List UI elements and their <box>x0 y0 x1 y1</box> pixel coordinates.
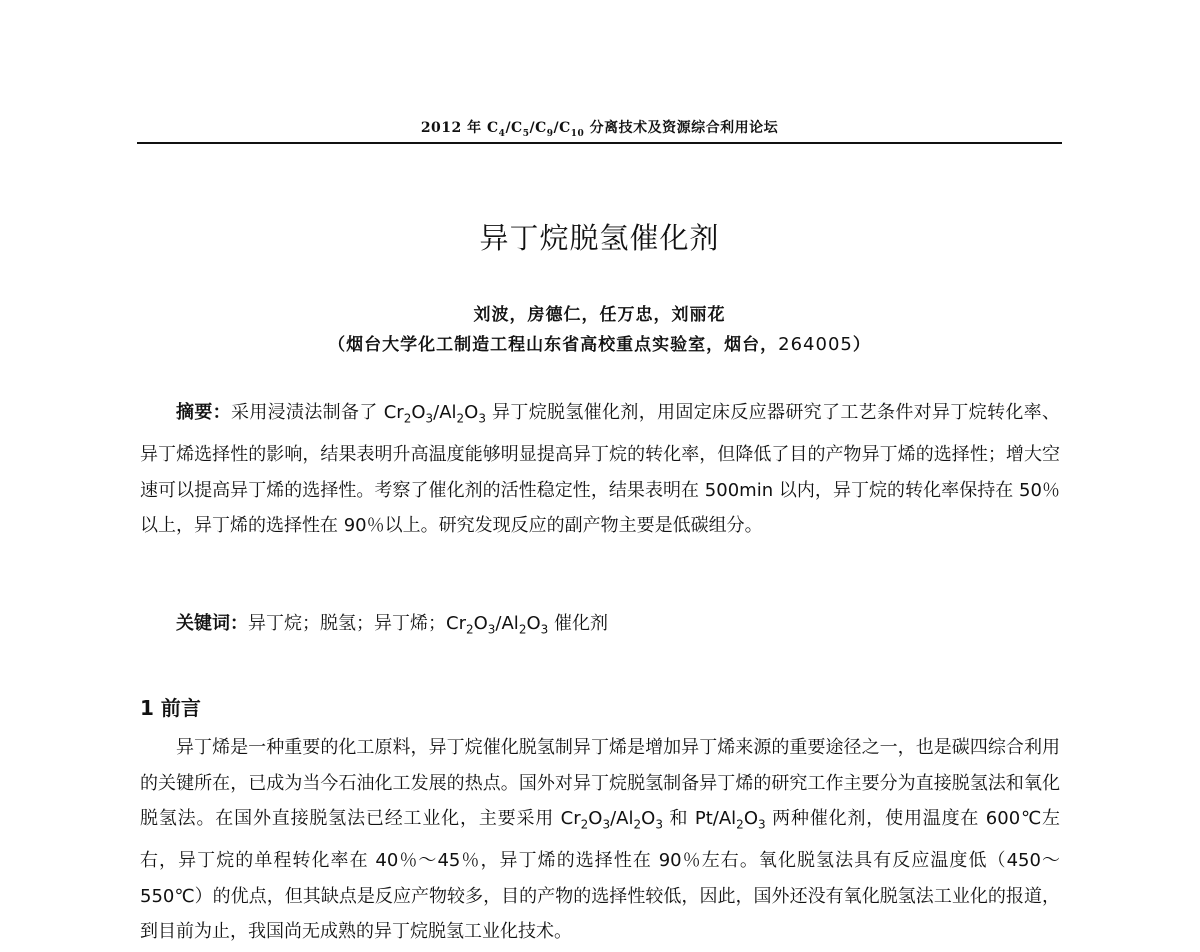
intro-text: O <box>641 808 656 829</box>
intro-subscript: 2 <box>633 817 642 832</box>
header-subscript: 10 <box>570 128 585 139</box>
keywords-subscript: 3 <box>540 622 549 637</box>
header-subscript: 4 <box>498 128 506 139</box>
header-rule <box>137 142 1062 144</box>
intro-text: O <box>743 808 758 829</box>
keywords-label: 关键词： <box>176 613 248 634</box>
paper-title: 异丁烷脱氢催化剂 <box>479 221 720 255</box>
abstract-subscript: 2 <box>403 411 412 426</box>
abstract-label: 摘要： <box>176 402 231 423</box>
keywords-text: /Al <box>495 613 519 634</box>
introduction-paragraph <box>140 730 1060 950</box>
intro-subscript: 3 <box>757 817 766 832</box>
abstract-paragraph <box>140 395 1060 544</box>
abstract-text: O <box>464 402 479 423</box>
intro-text: 两种催化剂，使用温度在 600℃左右，异丁烷的单程转化率在 40％～45％，异丁烯的选择性在 90％左右。氧化脱氢法具有反应温度低（450～550℃）的优点，但其缺点是反应产物较多，目的产物的选择性较低，因此，国外还没有氧化脱氢法工业化的报道，到目前为止，我国尚无成熟的异丁烷脱氢工业化技术。 <box>140 808 1061 943</box>
abstract-subscript: 3 <box>478 411 486 426</box>
abstract-subscript: 2 <box>456 411 465 426</box>
keywords-line <box>140 606 1060 648</box>
keywords-text: O <box>473 613 488 634</box>
intro-subscript: 3 <box>655 817 663 832</box>
keywords-text: O <box>526 613 541 634</box>
keywords-subscript: 2 <box>518 622 527 637</box>
abstract-text: /Al <box>433 402 457 423</box>
keywords-subscript: 2 <box>465 622 474 637</box>
affiliation-text: ） <box>852 335 871 355</box>
abstract-text: O <box>411 402 426 423</box>
abstract-text: 采用浸渍法制备了 Cr <box>231 402 404 423</box>
abstract-subscript: 3 <box>425 411 434 426</box>
affiliation <box>137 330 1062 355</box>
abstract-text: 异丁烷脱氢催化剂，用固定床反应器研究了工艺条件对异丁烷转化率、异丁烯选择性的影响，结果表明升高温度能够明显提高异丁烷的转化率，但降低了目的产物异丁烯的选择性；增大空速可以提高异丁烯的选择性。考察了催化剂的活性稳定性，结果表明在 500min 以内，异丁烷的转化率保持在 50％以上，异丁烯的选择性在 90％以上。研究发现反应的副产物主要是低碳组分。 <box>140 402 1060 537</box>
intro-subscript: 2 <box>580 817 589 832</box>
intro-text: 和 Pt/Al <box>662 808 737 829</box>
intro-text: 异丁烯是一种重要的化工原料，异丁烷催化脱氢制异丁烯是增加异丁烯来源的重要途径之一，也是碳四综合利用的关键所在，已成为当今石油化工发展的热点。国外对异丁烷脱氢制备异丁烯的研究工作主要分为直接脱氢法和氧化脱氢法。在国外直接脱氢法已经工业化，主要采用 Cr <box>140 737 1060 829</box>
intro-subscript: 2 <box>736 817 744 832</box>
header-subscript: 9 <box>546 128 554 139</box>
affiliation-postcode: 264005 <box>778 334 853 355</box>
intro-subscript: 3 <box>602 817 611 832</box>
keywords-text: 异丁烷；脱氢；异丁烯；Cr <box>248 613 466 634</box>
header-text: /C <box>553 120 571 136</box>
header-text: /C <box>505 120 523 136</box>
keywords-text: 催化剂 <box>548 613 608 634</box>
section-heading-introduction: 1 前言 <box>140 696 201 720</box>
header-text: /C <box>529 120 547 136</box>
intro-text: /Al <box>610 808 634 829</box>
running-header <box>137 117 1062 139</box>
header-text: 2012 年 C <box>420 120 499 136</box>
affiliation-text: （烟台大学化工制造工程山东省高校重点实验室，烟台， <box>328 335 779 355</box>
author-list: 刘波，房德仁，任万忠，刘丽花 <box>473 305 726 325</box>
keywords-subscript: 3 <box>487 622 496 637</box>
header-text: 分离技术及资源综合利用论坛 <box>584 120 779 136</box>
intro-text: O <box>588 808 603 829</box>
header-subscript: 5 <box>522 128 530 139</box>
